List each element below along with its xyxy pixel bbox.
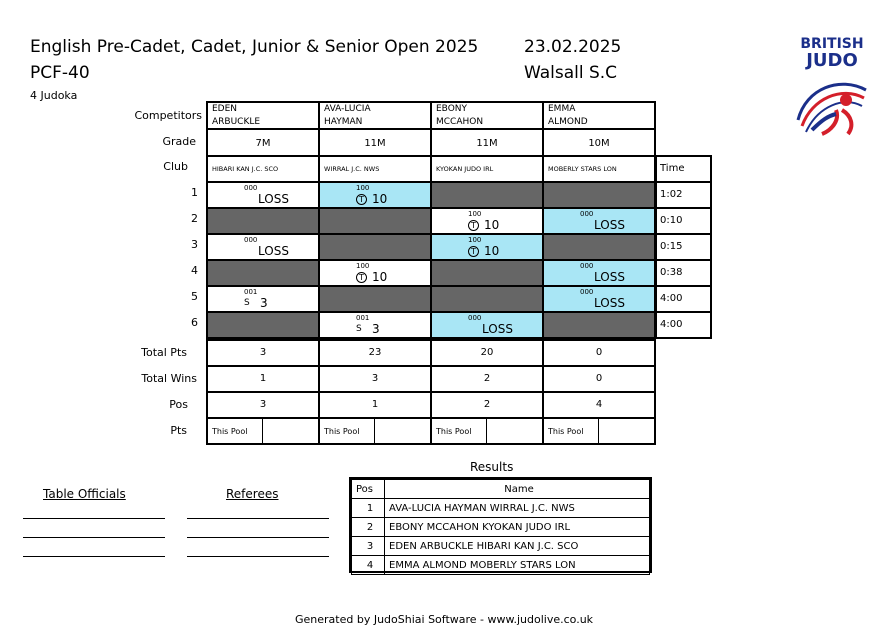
ippon-t-icon: T	[356, 194, 367, 205]
total-pts-cell	[318, 339, 432, 367]
total-pts-value: 20	[480, 347, 494, 358]
ippon-t-icon: T	[468, 220, 479, 231]
score-result: LOSS	[594, 270, 625, 284]
british-judo-logo	[792, 36, 872, 146]
pos-value: 1	[371, 399, 379, 410]
this-pool-label: This Pool	[548, 427, 584, 436]
pool-grid	[206, 101, 656, 444]
signature-line	[187, 518, 329, 519]
total-pts-cell	[206, 339, 320, 367]
pos-value: 3	[259, 399, 267, 410]
result-pos: 4	[352, 556, 385, 575]
result-pos: 2	[352, 518, 385, 537]
pts-divider	[486, 419, 487, 443]
label-match-5: 5	[191, 290, 198, 303]
competitor-last-name: HAYMAN	[324, 117, 363, 127]
event-title: English Pre-Cadet, Cadet, Junior & Senior Open 2025	[30, 37, 479, 57]
pos-cell	[542, 391, 656, 419]
table-row	[352, 518, 650, 537]
pool-code: PCF-40	[30, 63, 90, 83]
competitor-first-name: EBONY	[436, 104, 468, 114]
time-header-cell	[655, 155, 712, 183]
result-name: EBONY MCCAHON KYOKAN JUDO IRL	[385, 518, 650, 537]
match-cell	[318, 181, 432, 209]
club-cell	[542, 155, 656, 183]
score-result: 10	[484, 244, 500, 258]
match-cell	[206, 285, 320, 313]
match-time: 0:10	[660, 215, 683, 226]
score-result: LOSS	[258, 192, 289, 206]
result-pos: 1	[352, 499, 385, 518]
score-result: 10	[484, 218, 500, 232]
signature-line	[23, 556, 165, 557]
match-time-cell	[655, 285, 712, 313]
table-officials-heading: Table Officials	[43, 487, 126, 501]
match-cell	[206, 311, 320, 339]
club-cell	[318, 155, 432, 183]
judo-thrower-icon	[792, 70, 872, 140]
match-time: 0:15	[660, 241, 683, 252]
label-match-1: 1	[191, 186, 198, 199]
signature-line	[23, 518, 165, 519]
results-title: Results	[470, 460, 514, 474]
score-code: 001	[244, 288, 258, 296]
match-time: 4:00	[660, 319, 683, 330]
match-cell	[542, 207, 656, 235]
pos-value: 2	[483, 399, 491, 410]
time-column	[655, 155, 712, 339]
result-name: AVA-LUCIA HAYMAN WIRRAL J.C. NWS	[385, 499, 650, 518]
grade-cell	[206, 128, 320, 157]
club-name: WIRRAL J.C. NWS	[324, 165, 380, 173]
total-pts-value: 23	[368, 347, 382, 358]
competitor-name-cell	[318, 101, 432, 130]
shido-s-icon: S	[244, 298, 250, 308]
score-result: 10	[372, 270, 388, 284]
match-cell	[206, 233, 320, 261]
grade-cell	[318, 128, 432, 157]
score-result: 10	[372, 192, 388, 206]
grade-value: 11M	[476, 138, 498, 149]
match-time: 4:00	[660, 293, 683, 304]
competitor-name-cell	[206, 101, 320, 130]
results-col-pos: Pos	[352, 480, 385, 499]
score-result: LOSS	[594, 218, 625, 232]
pts-cell	[430, 417, 544, 445]
total-wins-cell	[430, 365, 544, 393]
score-code: 100	[356, 184, 370, 192]
signature-line	[187, 556, 329, 557]
ippon-t-icon: T	[356, 272, 367, 283]
score-code: 001	[356, 314, 370, 322]
label-total-wins: Total Wins	[141, 372, 197, 385]
score-code: 000	[580, 262, 594, 270]
label-match-4: 4	[191, 264, 198, 277]
match-cell	[542, 285, 656, 313]
match-cell	[318, 207, 432, 235]
total-pts-value: 3	[259, 347, 267, 358]
score-code: 100	[468, 236, 482, 244]
label-grade: Grade	[162, 135, 196, 148]
pts-cell	[206, 417, 320, 445]
match-time-cell	[655, 207, 712, 235]
club-cell	[206, 155, 320, 183]
score-code: 000	[244, 184, 258, 192]
judoka-count: 4 Judoka	[30, 89, 78, 102]
pos-cell	[206, 391, 320, 419]
competitor-last-name: ARBUCKLE	[212, 117, 261, 127]
total-wins-cell	[318, 365, 432, 393]
club-name: KYOKAN JUDO IRL	[436, 165, 494, 173]
result-name: EMMA ALMOND MOBERLY STARS LON	[385, 556, 650, 575]
this-pool-label: This Pool	[436, 427, 472, 436]
pos-cell	[318, 391, 432, 419]
score-result: 3	[372, 322, 380, 336]
this-pool-label: This Pool	[324, 427, 360, 436]
match-time-cell	[655, 311, 712, 339]
match-cell	[206, 207, 320, 235]
club-cell	[430, 155, 544, 183]
score-code: 000	[580, 210, 594, 218]
total-pts-cell	[542, 339, 656, 367]
total-wins-value: 3	[371, 373, 379, 384]
competitor-first-name: EMMA	[548, 104, 576, 114]
competitor-first-name: EDEN	[212, 104, 238, 114]
label-match-3: 3	[191, 238, 198, 251]
table-row	[352, 499, 650, 518]
score-result: 3	[260, 296, 268, 310]
referees-heading: Referees	[226, 487, 279, 501]
total-wins-value: 2	[483, 373, 491, 384]
match-cell	[542, 181, 656, 209]
grade-cell	[542, 128, 656, 157]
score-code: 000	[580, 288, 594, 296]
result-pos: 3	[352, 537, 385, 556]
grade-value: 10M	[588, 138, 610, 149]
pts-divider	[262, 419, 263, 443]
signature-line	[23, 537, 165, 538]
match-cell	[430, 259, 544, 287]
pts-cell	[542, 417, 656, 445]
match-cell	[430, 181, 544, 209]
results-table	[349, 477, 652, 573]
label-match-2: 2	[191, 212, 198, 225]
grade-cell	[430, 128, 544, 157]
results-col-name: Name	[385, 480, 650, 499]
results-header-row	[352, 480, 650, 499]
score-code: 000	[244, 236, 258, 244]
competitor-name-cell	[542, 101, 656, 130]
total-wins-value: 1	[259, 373, 267, 384]
match-cell	[206, 181, 320, 209]
time-header: Time	[660, 163, 685, 174]
score-code: 100	[356, 262, 370, 270]
competitor-first-name: AVA-LUCIA	[324, 104, 371, 114]
match-cell	[430, 207, 544, 235]
total-wins-value: 0	[595, 373, 603, 384]
pos-cell	[430, 391, 544, 419]
logo-text-judo: JUDO	[806, 50, 858, 71]
pts-divider	[374, 419, 375, 443]
match-cell	[542, 311, 656, 339]
logo-text-british: BRITISH	[800, 36, 864, 52]
match-cell	[542, 259, 656, 287]
club-name: MOBERLY STARS LON	[548, 165, 617, 173]
score-result: LOSS	[482, 322, 513, 336]
match-cell	[206, 259, 320, 287]
match-time-cell	[655, 259, 712, 287]
match-cell	[430, 233, 544, 261]
label-pts: Pts	[170, 424, 187, 437]
shido-s-icon: S	[356, 324, 362, 334]
match-cell	[318, 311, 432, 339]
total-wins-cell	[206, 365, 320, 393]
table-row	[352, 556, 650, 575]
label-match-6: 6	[191, 316, 198, 329]
event-date: 23.02.2025	[524, 37, 622, 57]
signature-line	[187, 537, 329, 538]
competitor-name-cell	[430, 101, 544, 130]
result-name: EDEN ARBUCKLE HIBARI KAN J.C. SCO	[385, 537, 650, 556]
competitor-last-name: MCCAHON	[436, 117, 484, 127]
score-result: LOSS	[258, 244, 289, 258]
table-row	[352, 537, 650, 556]
total-pts-cell	[430, 339, 544, 367]
pts-cell	[318, 417, 432, 445]
this-pool-label: This Pool	[212, 427, 248, 436]
label-total-pts: Total Pts	[141, 346, 187, 359]
match-time: 0:38	[660, 267, 683, 278]
score-code: 000	[468, 314, 482, 322]
match-cell	[318, 233, 432, 261]
score-result: LOSS	[594, 296, 625, 310]
match-time-cell	[655, 233, 712, 261]
pos-value: 4	[595, 399, 603, 410]
label-pos: Pos	[169, 398, 188, 411]
score-code: 100	[468, 210, 482, 218]
grade-value: 11M	[364, 138, 386, 149]
grade-value: 7M	[255, 138, 271, 149]
label-competitors: Competitors	[134, 109, 202, 122]
footer-credit: Generated by JudoShiai Software - www.judolive.co.uk	[295, 613, 594, 626]
competitor-last-name: ALMOND	[548, 117, 588, 127]
ippon-t-icon: T	[468, 246, 479, 257]
total-wins-cell	[542, 365, 656, 393]
match-time-cell	[655, 181, 712, 209]
match-time: 1:02	[660, 189, 683, 200]
match-cell	[542, 233, 656, 261]
match-cell	[430, 311, 544, 339]
club-name: HIBARI KAN J.C. SCO	[212, 165, 279, 173]
pts-divider	[598, 419, 599, 443]
match-cell	[318, 259, 432, 287]
venue: Walsall S.C	[524, 63, 618, 83]
match-cell	[318, 285, 432, 313]
total-pts-value: 0	[595, 347, 603, 358]
match-cell	[430, 285, 544, 313]
label-club: Club	[163, 160, 188, 173]
